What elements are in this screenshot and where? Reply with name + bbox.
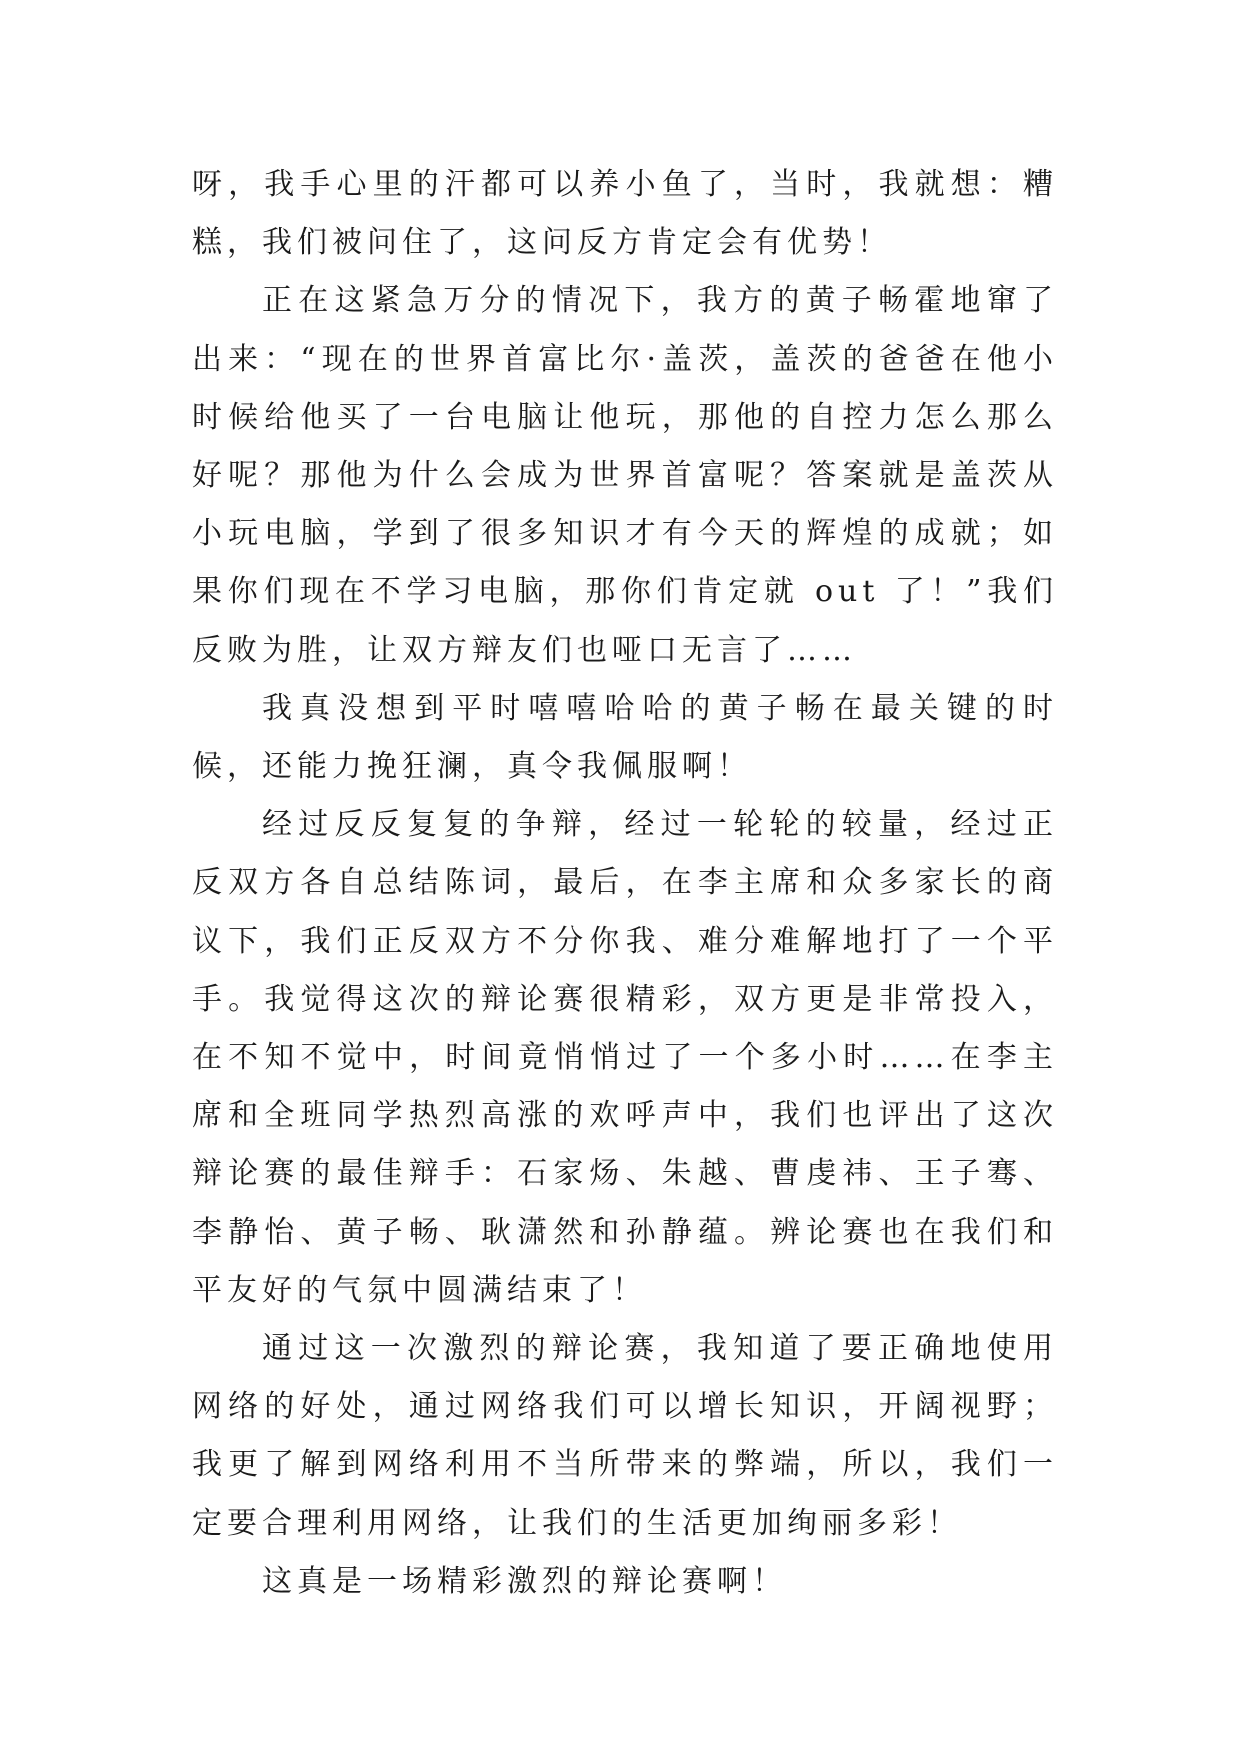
paragraph: 正在这紧急万分的情况下，我方的黄子畅霍地窜了出来：“现在的世界首富比尔·盖茨，盖茨的爸爸在他小时候给他买了一台电脑让他玩，那他的自控力怎么那么好呢？那他为什么会成为世界首富呢？答案就是盖茨从小玩电脑，学到了很多知识才有今天的辉煌的成就；如果你们现在不学习电脑，那你们肯定就 out 了！”我们反败为胜，让双方辩友们也哑口无言了……	[192, 283, 1058, 668]
document-body	[192, 156, 1058, 1611]
paragraph: 经过反反复复的争辩，经过一轮轮的较量，经过正反双方各自总结陈词，最后，在李主席和众多家长的商议下，我们正反双方不分你我、难分难解地打了一个平手。我觉得这次的辩论赛很精彩，双方更是非常投入，在不知不觉中，时间竟悄悄过了一个多小时……在李主席和全班同学热烈高涨的欢呼声中，我们也评出了这次辩论赛的最佳辩手：石家炀、朱越、曹虔祎、王子骞、李静怡、黄子畅、耿潇然和孙静蕴。辨论赛也在我们和平友好的气氛中圆满结束了！	[192, 807, 1058, 1308]
paragraph: 呀，我手心里的汗都可以养小鱼了，当时，我就想：糟糕，我们被问住了，这问反方肯定会有优势！	[192, 167, 1058, 261]
paragraph: 我真没想到平时嘻嘻哈哈的黄子畅在最关键的时候，还能力挽狂澜，真令我佩服啊！	[192, 690, 1058, 785]
paragraph: 这真是一场精彩激烈的辩论赛啊！	[262, 1563, 787, 1599]
paragraph: 通过这一次激烈的辩论赛，我知道了要正确地使用网络的好处，通过网络我们可以增长知识，开阔视野；我更了解到网络利用不当所带来的弊端，所以，我们一定要合理利用网络，让我们的生活更加绚丽多彩！	[192, 1331, 1058, 1541]
